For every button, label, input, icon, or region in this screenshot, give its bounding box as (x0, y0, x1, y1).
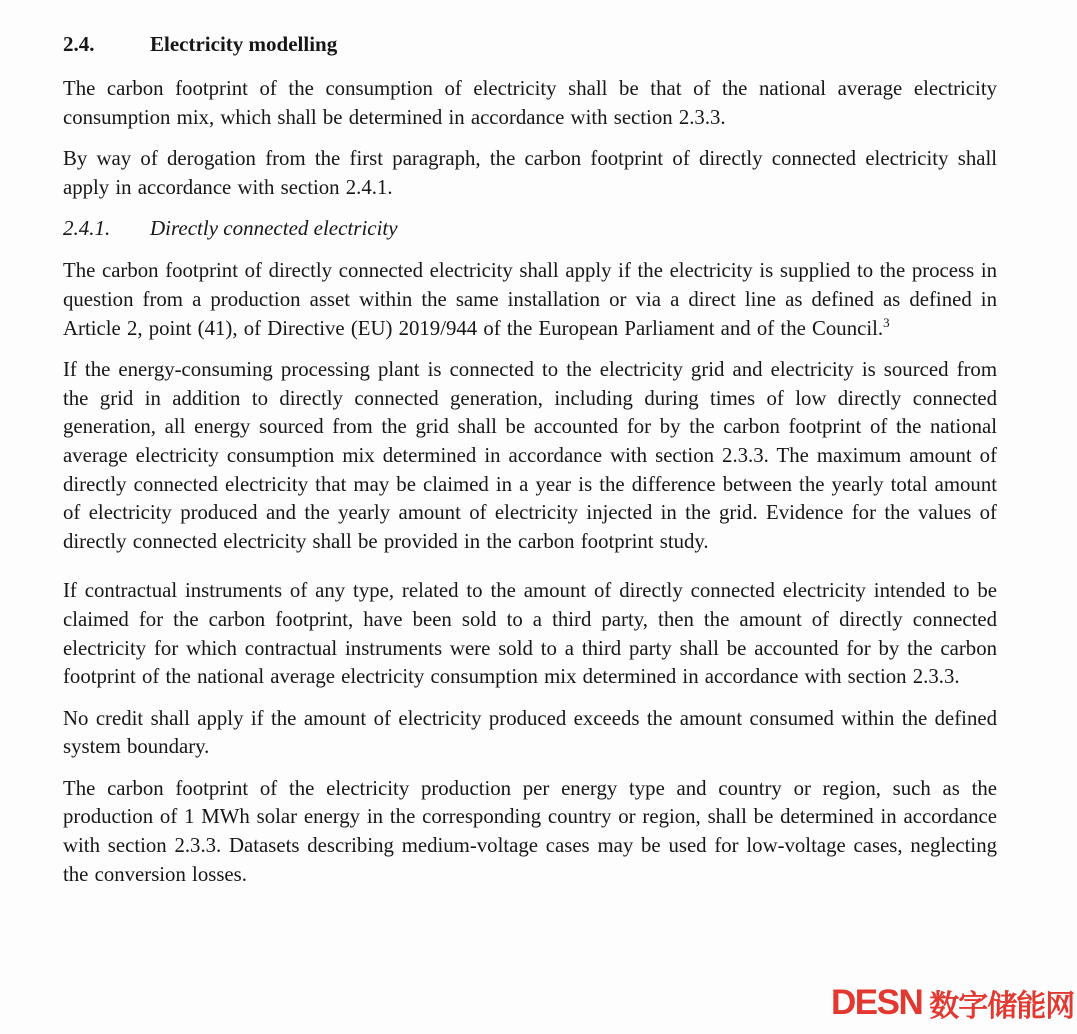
paragraph-text: The carbon footprint of directly connected electricity shall apply if the electricity is supplied to the process in question from a production asset within the same installation or via a direct line as defined as defined in Article 2, point (41), of Directive (EU) 2019/944 of the European Parliament and of the Council. (63, 259, 997, 340)
section-heading (63, 31, 997, 57)
paragraph-contractual-instruments: If contractual instruments of any type, related to the amount of directly connected electricity intended to be claimed for the carbon footprint, have been sold to a third party, then the amount of directly connected electricity for which contractual instruments were sold to a third party shall be accounted for by the carbon footprint of the national average electricity consumption mix determined in accordance with section 2.3.3. (63, 579, 997, 689)
paragraph-derogation: By way of derogation from the first paragraph, the carbon footprint of directly connected electricity shall apply in accordance with section 2.4.1. (63, 147, 997, 199)
desn-watermark-logo (831, 981, 1074, 1025)
paragraph-grid-sourcing: If the energy-consuming processing plant is connected to the electricity grid and electricity is sourced from the grid in addition to directly connected generation, including during times of low directly connected generation, all energy sourced from the grid shall be accounted for by the carbon footprint of the national average electricity consumption mix determined in accordance with section 2.3.3. The maximum amount of directly connected electricity that may be claimed in a year is the difference between the yearly total amount of electricity produced and the yearly amount of electricity injected in the grid. Evidence for the values of directly connected electricity shall be provided in the carbon footprint study. (63, 358, 997, 553)
paragraph-directly-connected (63, 257, 997, 343)
subsection-heading (63, 215, 997, 241)
paragraph-production-per-energy-type: The carbon footprint of the electricity production per energy type and country or region, such as the production of 1 MWh solar energy in the corresponding country or region, shall be determined in accordance with section 2.3.3. Datasets describing medium-voltage cases may be used for low-voltage cases, neglecting the conversion losses. (63, 776, 997, 886)
section-title: Electricity modelling (150, 32, 338, 56)
desn-logo-chinese-text: 数字储能网 (929, 990, 1075, 1023)
subsection-number: 2.4.1. (63, 216, 111, 241)
footnote-reference: 3 (883, 314, 890, 330)
paragraph-no-credit: No credit shall apply if the amount of electricity produced exceeds the amount consumed within the defined system boundary. (63, 706, 997, 759)
subsection-title: Directly connected electricity (150, 216, 398, 241)
section-number: 2.4. (63, 32, 95, 56)
document-page (63, 31, 997, 902)
paragraph-electricity-consumption-mix: The carbon footprint of the consumption of electricity shall be that of the national average electricity consumption mix, which shall be determined in accordance with section 2.3.3. (63, 77, 997, 129)
desn-logo-latin-text: DESN (831, 983, 923, 1022)
